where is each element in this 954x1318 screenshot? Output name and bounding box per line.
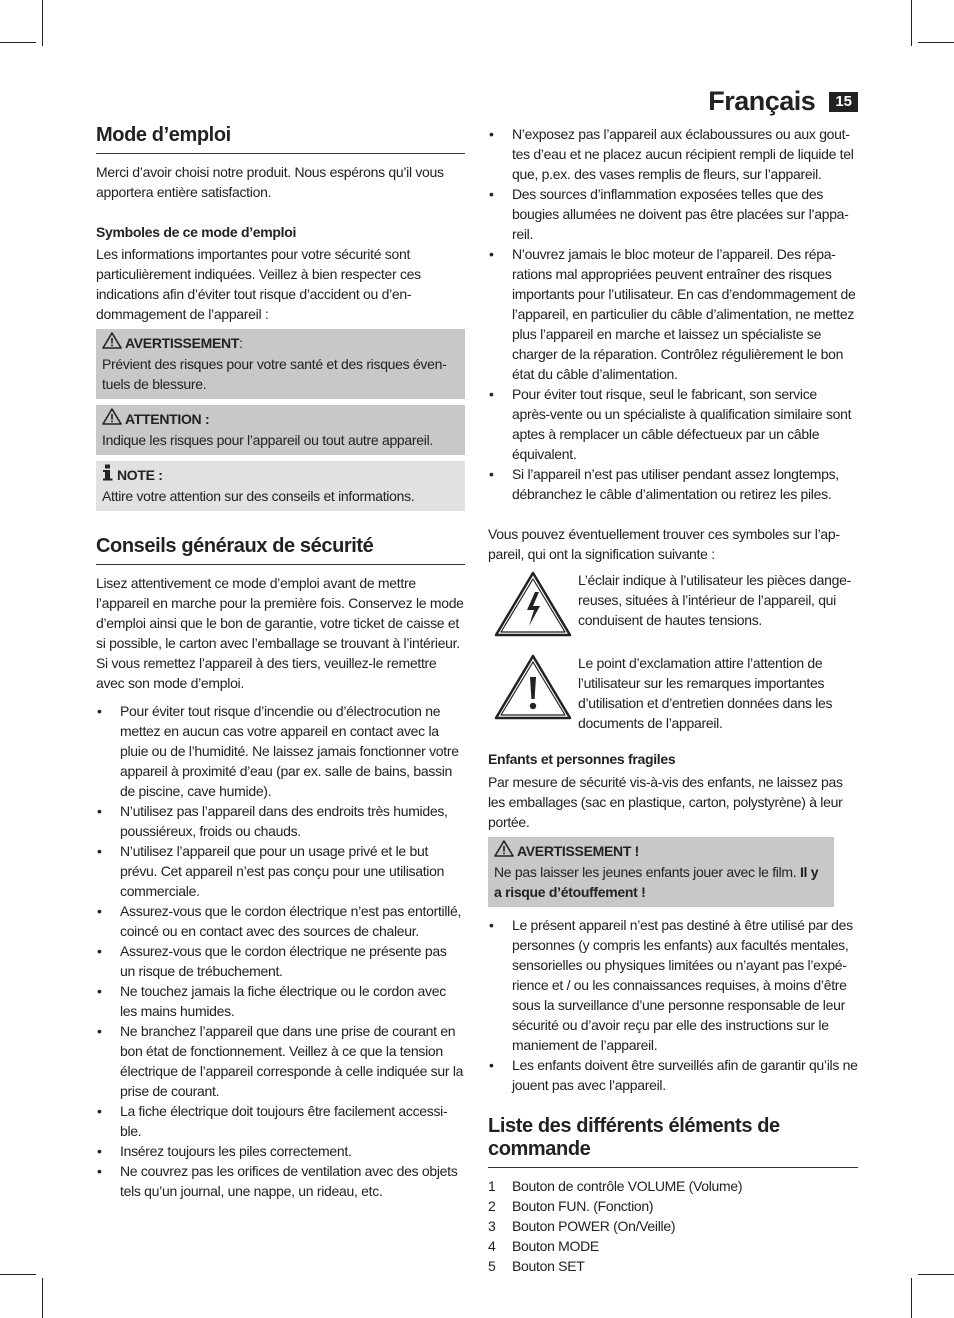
item-label: Bouton POWER (On/Veille) <box>512 1218 676 1234</box>
lightning-symbol-row <box>488 570 858 643</box>
item-number: 2 <box>488 1198 496 1214</box>
attention-box-title <box>102 408 459 430</box>
item-number: 5 <box>488 1258 496 1274</box>
list-item: • N’ouvrez jamais le bloc moteur de l’appareil. Des répa-rations mal appropriées peuvent entraîner des risques importants pour l’utilisateur. En cas d’endommagement de l’appareil, en particulier du câble d’alimentation, ne mettez plus l’appareil en marche et laissez un spécialiste se charger de la réparation. Contrôlez régulièrement le bon état du câble d’alimentation. <box>488 244 858 384</box>
lightning-text: L’éclair indique à l’utilisateur les pièces dange-reuses, situées à l’intérieur de l’appareil, qui conduisent de hautes tensions. <box>578 572 851 628</box>
controls-list <box>488 1176 858 1276</box>
children-text: Par mesure de sécurité vis-à-vis des enfants, ne laissez pas les emballages (sac en plastique, carton, polystyrène) à leur portée. <box>488 774 843 830</box>
item-number: 1 <box>488 1178 496 1194</box>
section-title-safety: Conseils généraux de sécurité <box>96 535 465 565</box>
item-label: Bouton FUN. (Fonction) <box>512 1198 654 1214</box>
list-item <box>488 1176 858 1196</box>
list-item: • Les enfants doivent être surveillés afin de garantir qu’ils ne jouent pas avec l’appareil. <box>488 1055 858 1095</box>
children-list <box>488 915 858 1095</box>
list-item: • Pour éviter tout risque, seul le fabricant, son service après-vente ou un spécialiste à qualification similaire sont aptes à remplacer un câble défectueux par un câble équivalent. <box>488 384 858 464</box>
warning-box-title <box>102 332 459 354</box>
children-heading: Enfants et personnes fragiles <box>488 751 676 767</box>
note-text: Attire votre attention sur des conseils et informations. <box>102 488 415 504</box>
symbols-heading: Symboles de ce mode d’emploi <box>96 224 297 240</box>
list-item <box>488 1256 858 1276</box>
warning-triangle-icon <box>102 332 122 354</box>
list-item: • Insérez toujours les piles correctement. <box>96 1141 465 1161</box>
list-item: • N’exposez pas l’appareil aux éclaboussures ou aux gout-tes d’eau et ne placez aucun récipient rempli de liquide tel que, p.ex. des vases remplis de fleurs, sur l’appareil. <box>488 124 858 184</box>
safety-list <box>96 701 465 1201</box>
section-title-controls: Liste des différents éléments de commande <box>488 1115 858 1168</box>
list-item: • Le présent appareil n’est pas destiné à être utilisé par des personnes (y compris les enfants) aux facultés mentales, sensorielles ou physiques limitées ou n’ayant pas l’expé-rience et / ou les connaissances requises, à moins d’être sous la surveillance d’une personne responsable de leur sécurité ou d’avoir reçu par elle des instructions sur le maniement de l’appareil. <box>488 915 858 1055</box>
note-label: NOTE : <box>117 467 163 483</box>
item-label: Bouton de contrôle VOLUME (Volume) <box>512 1178 743 1194</box>
note-box <box>96 461 465 511</box>
crop-mark <box>0 1274 36 1275</box>
children-warning-label: AVERTISSEMENT ! <box>517 843 640 859</box>
list-item: • Ne touchez jamais la fiche électrique ou le cordon avec les mains humides. <box>96 981 465 1021</box>
warning-box <box>96 329 465 399</box>
list-item: • Si l’appareil n’est pas utiliser pendant assez longtemps, débranchez le câble d’alimentation ou retirez les piles. <box>488 464 858 504</box>
crop-mark <box>42 0 43 46</box>
list-item: • N’utilisez pas l’appareil dans des endroits très humides, poussiéreux, froids ou chauds. <box>96 801 465 841</box>
symbols-text: Les informations importantes pour votre sécurité sont particulièrement indiquées. Veillez à bien respecter ces indications afin d’éviter tout risque d’accident ou d’en-dommagement de l’appareil : <box>96 246 421 322</box>
crop-mark <box>0 42 36 43</box>
warning-text: Prévient des risques pour votre santé et des risques éven-tuels de blessure. <box>102 356 447 392</box>
safety-intro: Lisez attentivement ce mode d’emploi avant de mettre l’appareil en marche pour la première fois. Conservez le mode d’emploi ainsi que le bon de garantie, votre ticket de caisse et si possible, le carton avec l’emballage se trouvant à l’intérieur. Si vous remettez l’appareil à des tiers, veuillez-le remettre avec son mode d’emploi. <box>96 575 464 691</box>
crop-mark <box>918 1274 954 1275</box>
attention-box <box>96 405 465 455</box>
item-label: Bouton SET <box>512 1258 585 1274</box>
crop-mark <box>42 1278 43 1318</box>
warning-triangle-icon <box>494 840 514 862</box>
list-item <box>488 1196 858 1216</box>
page-number: 15 <box>829 92 858 112</box>
item-number: 3 <box>488 1218 496 1234</box>
warning-label: AVERTISSEMENT <box>125 335 240 351</box>
info-icon <box>102 464 114 486</box>
exclamation-symbol-row <box>488 653 858 733</box>
crop-mark <box>918 42 954 43</box>
list-item: • Ne couvrez pas les orifices de ventilation avec des objets tels qu’un journal, une nappe, un rideau, etc. <box>96 1161 465 1201</box>
section-title-mode-emploi: Mode d’emploi <box>96 124 465 154</box>
children-warning-box <box>488 837 834 907</box>
crop-mark <box>911 1278 912 1318</box>
children-warning-text-normal: Ne pas laisser les jeunes enfants jouer avec le film. <box>494 864 800 880</box>
left-column <box>96 124 465 1201</box>
list-item: • La fiche électrique doit toujours être facilement accessi-ble. <box>96 1101 465 1141</box>
children-warning-text-bold: Il y a risque d’étouffement ! <box>494 864 819 900</box>
crop-mark <box>911 0 912 46</box>
warning-triangle-icon <box>102 408 122 430</box>
children-warning-text <box>494 862 828 902</box>
device-symbols-intro: Vous pouvez éventuellement trouver ces symboles sur l’ap-pareil, qui ont la signification suivante : <box>488 526 840 562</box>
exclamation-text: Le point d’exclamation attire l’attention de l’utilisateur sur les remarques importantes d’utilisation et d’entretien données dans les documents de l’appareil. <box>578 655 833 731</box>
list-item <box>488 1236 858 1256</box>
note-box-title <box>102 464 459 486</box>
list-item: • Assurez-vous que le cordon électrique n’est pas entortillé, coincé ou en contact avec des sources de chaleur. <box>96 901 465 941</box>
list-item: • Assurez-vous que le cordon électrique ne présente pas un risque de trébuchement. <box>96 941 465 981</box>
list-item <box>488 1216 858 1236</box>
intro-text: Merci d’avoir choisi notre produit. Nous espérons qu’il vous apportera entière satisfaction. <box>96 164 444 200</box>
safety-list-continued <box>488 124 858 504</box>
list-item: • Des sources d’inflammation exposées telles que des bougies allumées ne doivent pas être placées sur l’appa-reil. <box>488 184 858 244</box>
list-item: • Ne branchez l’appareil que dans une prise de courant en bon état de fonctionnement. Veillez à ce que la tension électrique de l’appareil corresponde à celle indiquée sur la prise de courant. <box>96 1021 465 1101</box>
list-item: • Pour éviter tout risque d’incendie ou d’électrocution ne mettez en aucun cas votre appareil en contact avec la pluie ou de l’humidité. Ne laissez jamais fonctionner votre appareil à proximité d’eau (par ex. salle de bains, bassin de piscine, cave humide). <box>96 701 465 801</box>
attention-text: Indique les risques pour l’appareil ou tout autre appareil. <box>102 432 433 448</box>
item-label: Bouton MODE <box>512 1238 599 1254</box>
list-item: • N’utilisez l’appareil que pour un usage privé et le but prévu. Cet appareil n’est pas conçu pour une utilisation commerciale. <box>96 841 465 901</box>
exclamation-warning-icon <box>493 653 573 726</box>
page-header <box>708 86 858 117</box>
warning-label-suffix: : <box>239 335 243 351</box>
attention-label: ATTENTION : <box>125 411 210 427</box>
language-title: Français <box>708 86 816 116</box>
children-warning-title <box>494 840 828 862</box>
right-column <box>488 124 858 1276</box>
item-number: 4 <box>488 1238 496 1254</box>
lightning-warning-icon <box>493 570 573 643</box>
